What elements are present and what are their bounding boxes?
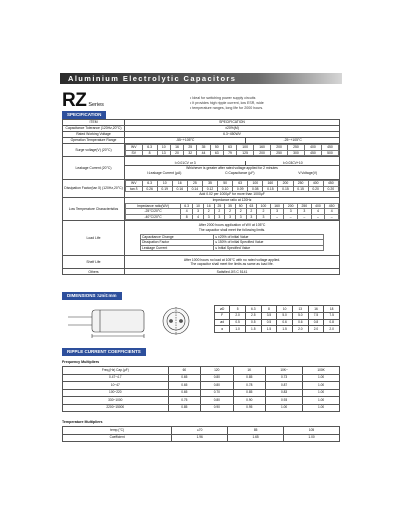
table-cell: 3 <box>298 209 312 215</box>
table-cell: 10 <box>157 181 172 187</box>
row-label: Leakage Current (20°C) <box>63 157 125 180</box>
table-cell: 44 <box>197 150 210 156</box>
row-header-cell: α <box>215 326 230 333</box>
header-cell: SPECIFICATION <box>125 120 340 126</box>
table-cell: 10 <box>277 306 293 313</box>
row-label: Rated Working Voltage <box>63 132 125 138</box>
table-row <box>63 157 340 180</box>
table-cell: 0.93 <box>266 397 303 405</box>
table-cell: 100 <box>248 181 263 187</box>
table-cell: 0.80 <box>201 397 233 405</box>
table-cell: 0.83 <box>266 389 303 397</box>
row-header-cell: Impedance ratio(WV) <box>126 203 181 209</box>
load-life-value: ≤ 150% of initial Specified Value <box>214 240 324 246</box>
table-cell: 16 <box>170 145 183 151</box>
table-cell: 50 <box>218 181 233 187</box>
row-header-cell: øD <box>215 306 230 313</box>
table-cell: – <box>311 214 325 220</box>
table-cell: – <box>325 214 339 220</box>
table-cell: 0.75 <box>168 397 200 405</box>
table-cell: 7.5 <box>324 312 340 319</box>
table-row <box>63 138 340 144</box>
load-life-table <box>140 234 324 252</box>
leakage-legend: V:Voltage(V) <box>298 170 318 175</box>
table-cell: 0.5 <box>230 319 246 326</box>
table-cell: 1.00 <box>303 389 340 397</box>
table-cell: 0.19 <box>157 186 172 192</box>
row-value <box>125 256 340 269</box>
table-cell: 250 <box>298 203 312 209</box>
table-cell: 13 <box>292 306 308 313</box>
row-label: Operation Temperature Range <box>63 138 125 144</box>
temperature-caption: Temperature Multipliers <box>62 420 103 424</box>
table-cell: 400 <box>311 203 325 209</box>
table-cell: 0.5 <box>261 319 277 326</box>
table-cell: 85 <box>228 427 284 435</box>
table-cell: 100K <box>303 367 340 375</box>
table-cell: 2 <box>203 209 214 215</box>
load-life-intro: The capacitor shall meet the following limits. <box>198 227 266 232</box>
row-label: Others <box>63 269 125 275</box>
table-cell: 7.5 <box>308 312 324 319</box>
table-cell: 160 <box>270 203 284 209</box>
table-cell: 16 <box>172 181 187 187</box>
table-cell: 400 <box>308 181 323 187</box>
table-cell: 100 <box>237 145 254 151</box>
table-cell: 10K~ <box>266 367 303 375</box>
table-cell: 2 <box>235 209 246 215</box>
table-cell: 16 <box>203 203 214 209</box>
table-cell: 0.08 <box>248 186 263 192</box>
table-cell: 0.95 <box>233 404 265 412</box>
table-cell: 10 <box>157 145 170 151</box>
series-code: RZ <box>62 90 87 111</box>
table-cell: 0.12 <box>202 186 217 192</box>
series-description <box>190 96 264 112</box>
row-header-cell: F <box>215 312 230 319</box>
table-cell: 250 <box>271 150 288 156</box>
table-cell: 35 <box>202 181 217 187</box>
table-cell: 5.0 <box>292 312 308 319</box>
table-cell: 120 <box>201 367 233 375</box>
table-cell: 63 <box>223 145 236 151</box>
row-value <box>125 197 340 220</box>
table-cell: 63 <box>246 203 257 209</box>
table-row <box>126 150 339 156</box>
table-cell: 3.5 <box>261 312 277 319</box>
table-cell: 0.90 <box>233 397 265 405</box>
row-header-cell: WV <box>126 181 143 187</box>
table-cell: 0.15 <box>278 186 293 192</box>
table-cell: 1.5 <box>245 326 261 333</box>
row-value <box>125 157 340 180</box>
table-cell: 125 <box>237 150 254 156</box>
load-life-key: Leakage Current <box>140 245 213 251</box>
table-cell: 2 <box>214 209 225 215</box>
table-cell: 5 <box>230 306 246 313</box>
table-cell: 1.00 <box>303 404 340 412</box>
table-cell: 0.65 <box>168 374 200 382</box>
table-cell: 60 <box>168 367 200 375</box>
leakage-formula: I=0.01CV or 3 <box>174 160 196 165</box>
description-line: • Ideal for switching power supply circuits <box>190 96 264 101</box>
table-cell: 3 <box>225 214 236 220</box>
row-value: ±20%(M) <box>125 126 340 132</box>
table-cell: 6.3 <box>245 306 261 313</box>
header-cell: ITEM <box>63 120 125 126</box>
op-temp-value: -55~+105°C <box>176 138 195 143</box>
row-value <box>125 144 340 157</box>
op-temp-value: -25~+105°C <box>245 138 339 143</box>
load-life-key: Dissipation Factor <box>140 240 213 246</box>
table-row <box>63 397 340 405</box>
low-temp-caption: Impedance ratio at 120Hz <box>212 197 252 202</box>
table-cell: 250 <box>293 181 308 187</box>
leakage-legend: C:Capacitance (μF) <box>225 170 255 175</box>
table-cell: 5.0 <box>277 312 293 319</box>
table-cell: 2.5 <box>245 312 261 319</box>
table-cell: 8 <box>261 306 277 313</box>
table-cell: 4 <box>325 209 339 215</box>
description-line: • temperature ranges, long life for 2000 hours. <box>190 106 264 111</box>
load-life-value: ≤ Initial Specified Value <box>214 245 324 251</box>
table-cell: 450 <box>323 181 338 187</box>
table-cell: 1.65 <box>228 434 284 442</box>
surge-table <box>125 144 339 156</box>
table-row <box>63 221 340 256</box>
table-cell: – <box>270 214 284 220</box>
table-cell: 160 <box>254 145 271 151</box>
row-header-cell: 2200~15000 <box>63 404 169 412</box>
dimensions-tab: DIMENSIONS :Unit:mm <box>62 292 122 300</box>
row-header-cell: 100~220 <box>63 389 169 397</box>
table-cell: 1.00 <box>266 404 303 412</box>
table-cell: 79 <box>223 150 236 156</box>
table-cell: 2.0 <box>324 326 340 333</box>
table-cell: 0.80 <box>201 374 233 382</box>
table-cell: 1.0 <box>230 326 246 333</box>
table-cell: 400 <box>304 145 321 151</box>
row-label: Low Temperature Characteristics <box>63 197 125 220</box>
table-cell: 3 <box>235 214 246 220</box>
table-cell: 105 <box>284 427 340 435</box>
table-cell: 63 <box>210 150 223 156</box>
shelf-life-line: After 1000 hours no load at 105°C with no rated voltage applied. <box>183 257 281 262</box>
table-cell: 25 <box>214 203 225 209</box>
ripple-tab: RIPPLE CURRENT COEFFICIENTS <box>62 348 146 356</box>
table-cell: 4 <box>181 209 193 215</box>
table-cell: 0.85 <box>233 389 265 397</box>
table-cell: 450 <box>325 203 339 209</box>
leakage-note: Whichever is greater after rated voltage applied for 2 minutes <box>186 166 278 171</box>
row-value: Satisfied JIS C 5141 <box>125 269 340 275</box>
table-cell: 35 <box>225 203 236 209</box>
table-cell: 25 <box>184 145 197 151</box>
table-cell: 63 <box>233 181 248 187</box>
table-cell: 0.09 <box>233 186 248 192</box>
table-row <box>215 319 340 326</box>
table-cell: – <box>298 214 312 220</box>
series-label: Series <box>88 102 104 108</box>
table-cell: 450 <box>321 145 338 151</box>
table-cell: 250 <box>288 145 305 151</box>
table-cell: 450 <box>304 150 321 156</box>
table-row <box>215 306 340 313</box>
table-cell: 500 <box>321 150 338 156</box>
table-row <box>63 389 340 397</box>
table-cell: 0.90 <box>201 404 233 412</box>
capacitor-dimension-drawing <box>64 304 204 342</box>
row-value <box>125 138 340 144</box>
row-label: Load Life <box>63 221 125 256</box>
row-value <box>125 180 340 198</box>
row-header-cell: -25°C/20°C <box>126 209 181 215</box>
table-row <box>215 312 340 319</box>
table-cell: 200 <box>254 150 271 156</box>
table-cell: 2 <box>257 209 271 215</box>
table-cell: 0.70 <box>201 389 233 397</box>
table-cell: 0.65 <box>168 389 200 397</box>
table-cell: – <box>284 214 298 220</box>
table-row <box>63 180 340 198</box>
load-life-key: Capacitance Change <box>140 234 213 240</box>
description-line: • It provides high ripple current, low ESR, wide <box>190 101 264 106</box>
table-row <box>126 186 339 192</box>
load-life-value: ≤ ±20% of initial Value <box>214 234 324 240</box>
specification-table <box>62 119 340 275</box>
table-row <box>63 144 340 157</box>
table-cell: 0.26 <box>142 186 157 192</box>
table-cell: 1.00 <box>303 397 340 405</box>
table-cell: 0.85 <box>233 374 265 382</box>
table-cell: 0.15 <box>263 186 278 192</box>
table-cell: 25 <box>187 181 202 187</box>
table-cell: 100 <box>257 203 271 209</box>
table-row <box>63 269 340 275</box>
table-cell: 32 <box>184 150 197 156</box>
table-cell: 160 <box>263 181 278 187</box>
table-cell: 1.00 <box>303 382 340 390</box>
table-cell: 13 <box>157 150 170 156</box>
low-temp-table <box>125 203 339 221</box>
table-cell: 0.6 <box>292 319 308 326</box>
table-cell: 3 <box>193 209 204 215</box>
table-cell: 35 <box>197 145 210 151</box>
row-header-cell: Freq.(Hz) Cap.(μF) <box>63 367 169 375</box>
table-cell: ≤70 <box>172 427 228 435</box>
table-cell: 20 <box>170 150 183 156</box>
row-header-cell: tan δ <box>126 186 143 192</box>
table-row <box>63 256 340 269</box>
table-cell: 2.0 <box>308 326 324 333</box>
table-cell: 0.85 <box>168 404 200 412</box>
row-header-cell: SV <box>126 150 143 156</box>
row-value <box>125 221 340 256</box>
table-cell: 1.5 <box>277 326 293 333</box>
table-cell: 2 <box>246 209 257 215</box>
row-header-cell: 10~47 <box>63 382 169 390</box>
table-row <box>140 245 323 251</box>
table-row <box>63 374 340 382</box>
specification-tab: SPECIFICATION <box>62 111 106 119</box>
dissipation-table <box>125 180 339 192</box>
table-row <box>63 434 340 442</box>
table-cell: 0.8 <box>324 319 340 326</box>
table-cell: 1.96 <box>172 434 228 442</box>
row-header-cell: temp.(°C) <box>63 427 172 435</box>
table-cell: 6.3 <box>142 181 157 187</box>
dissipation-note: Add 0.02 per 1000μF for more than 1000μF <box>199 192 265 197</box>
table-row <box>63 427 340 435</box>
table-cell: 50 <box>235 203 246 209</box>
load-life-intro: After 2000 hours application of WV at 105°C <box>198 223 266 228</box>
row-header-cell: Coefficient <box>63 434 172 442</box>
row-header-cell: 0.47~4.7 <box>63 374 169 382</box>
table-cell: 2.0 <box>230 312 246 319</box>
row-value: 6.3~450WV <box>125 132 340 138</box>
table-cell: 200 <box>278 181 293 187</box>
row-label: Capacitance Tolerance (120Hz,20°C) <box>63 126 125 132</box>
table-cell: 0.8 <box>308 319 324 326</box>
table-cell: 0.5 <box>245 319 261 326</box>
table-cell: 0.20 <box>323 186 338 192</box>
row-label: Dissipation Factor(tan δ) (120Hz,20°C) <box>63 180 125 198</box>
table-cell: 1.00 <box>284 434 340 442</box>
table-row <box>63 197 340 220</box>
table-cell: 1.5 <box>261 326 277 333</box>
table-cell: 0.87 <box>266 382 303 390</box>
row-header-cell: 330~1000 <box>63 397 169 405</box>
table-cell: 0.10 <box>218 186 233 192</box>
table-cell: 3 <box>270 209 284 215</box>
table-row <box>63 367 340 375</box>
table-row <box>63 382 340 390</box>
table-cell: 300 <box>288 150 305 156</box>
table-cell: 8 <box>181 214 193 220</box>
table-cell: 0.6 <box>277 319 293 326</box>
table-cell: 1.00 <box>303 374 340 382</box>
table-cell: 10 <box>193 203 204 209</box>
table-cell: 18 <box>324 306 340 313</box>
table-row <box>126 214 339 220</box>
table-cell: 0.14 <box>187 186 202 192</box>
table-cell: 0.16 <box>172 186 187 192</box>
row-label: Surge voltage(V) (20°C) <box>63 144 125 157</box>
table-cell: 3 <box>214 214 225 220</box>
table-cell: 2 <box>225 209 236 215</box>
row-header-cell: WV <box>126 145 143 151</box>
table-cell: 3 <box>246 214 257 220</box>
table-row <box>215 326 340 333</box>
table-cell: 0.73 <box>266 374 303 382</box>
table-cell: 16 <box>308 306 324 313</box>
shelf-life-line: The capacitor shall meet the limits as same as load life. <box>190 262 274 267</box>
series-heading <box>62 90 104 112</box>
table-cell: 200 <box>284 203 298 209</box>
page-banner: Aluminium Electrolytic Capacitors <box>60 73 342 84</box>
table-cell: 4 <box>311 209 325 215</box>
table-row <box>63 404 340 412</box>
row-header-cell: ød <box>215 319 230 326</box>
table-cell: 2.0 <box>292 326 308 333</box>
table-cell: 0.80 <box>201 382 233 390</box>
table-cell: 0.65 <box>168 382 200 390</box>
row-header-cell: -40°C/20°C <box>126 214 181 220</box>
table-cell: 200 <box>271 145 288 151</box>
frequency-multipliers-table <box>62 366 340 412</box>
table-cell: 6.3 <box>142 145 157 151</box>
leakage-legend: I:Leakage Current (μA) <box>146 170 182 175</box>
table-cell: 8 <box>142 150 157 156</box>
table-cell: 0.78 <box>233 382 265 390</box>
table-cell: 4 <box>193 214 204 220</box>
table-cell: 50 <box>210 145 223 151</box>
table-cell: 0.15 <box>293 186 308 192</box>
temperature-multipliers-table <box>62 426 340 442</box>
table-cell: 3 <box>203 214 214 220</box>
table-cell: 3 <box>257 214 271 220</box>
row-label: Shelf Life <box>63 256 125 269</box>
leakage-formula: I=0.03CV+10 <box>245 161 339 166</box>
dimensions-table <box>214 305 340 333</box>
frequency-caption: Frequency Multipliers <box>62 360 100 364</box>
table-cell: 6.3 <box>181 203 193 209</box>
table-cell: 0.20 <box>308 186 323 192</box>
table-cell: 3 <box>284 209 298 215</box>
table-cell: 1K <box>233 367 265 375</box>
